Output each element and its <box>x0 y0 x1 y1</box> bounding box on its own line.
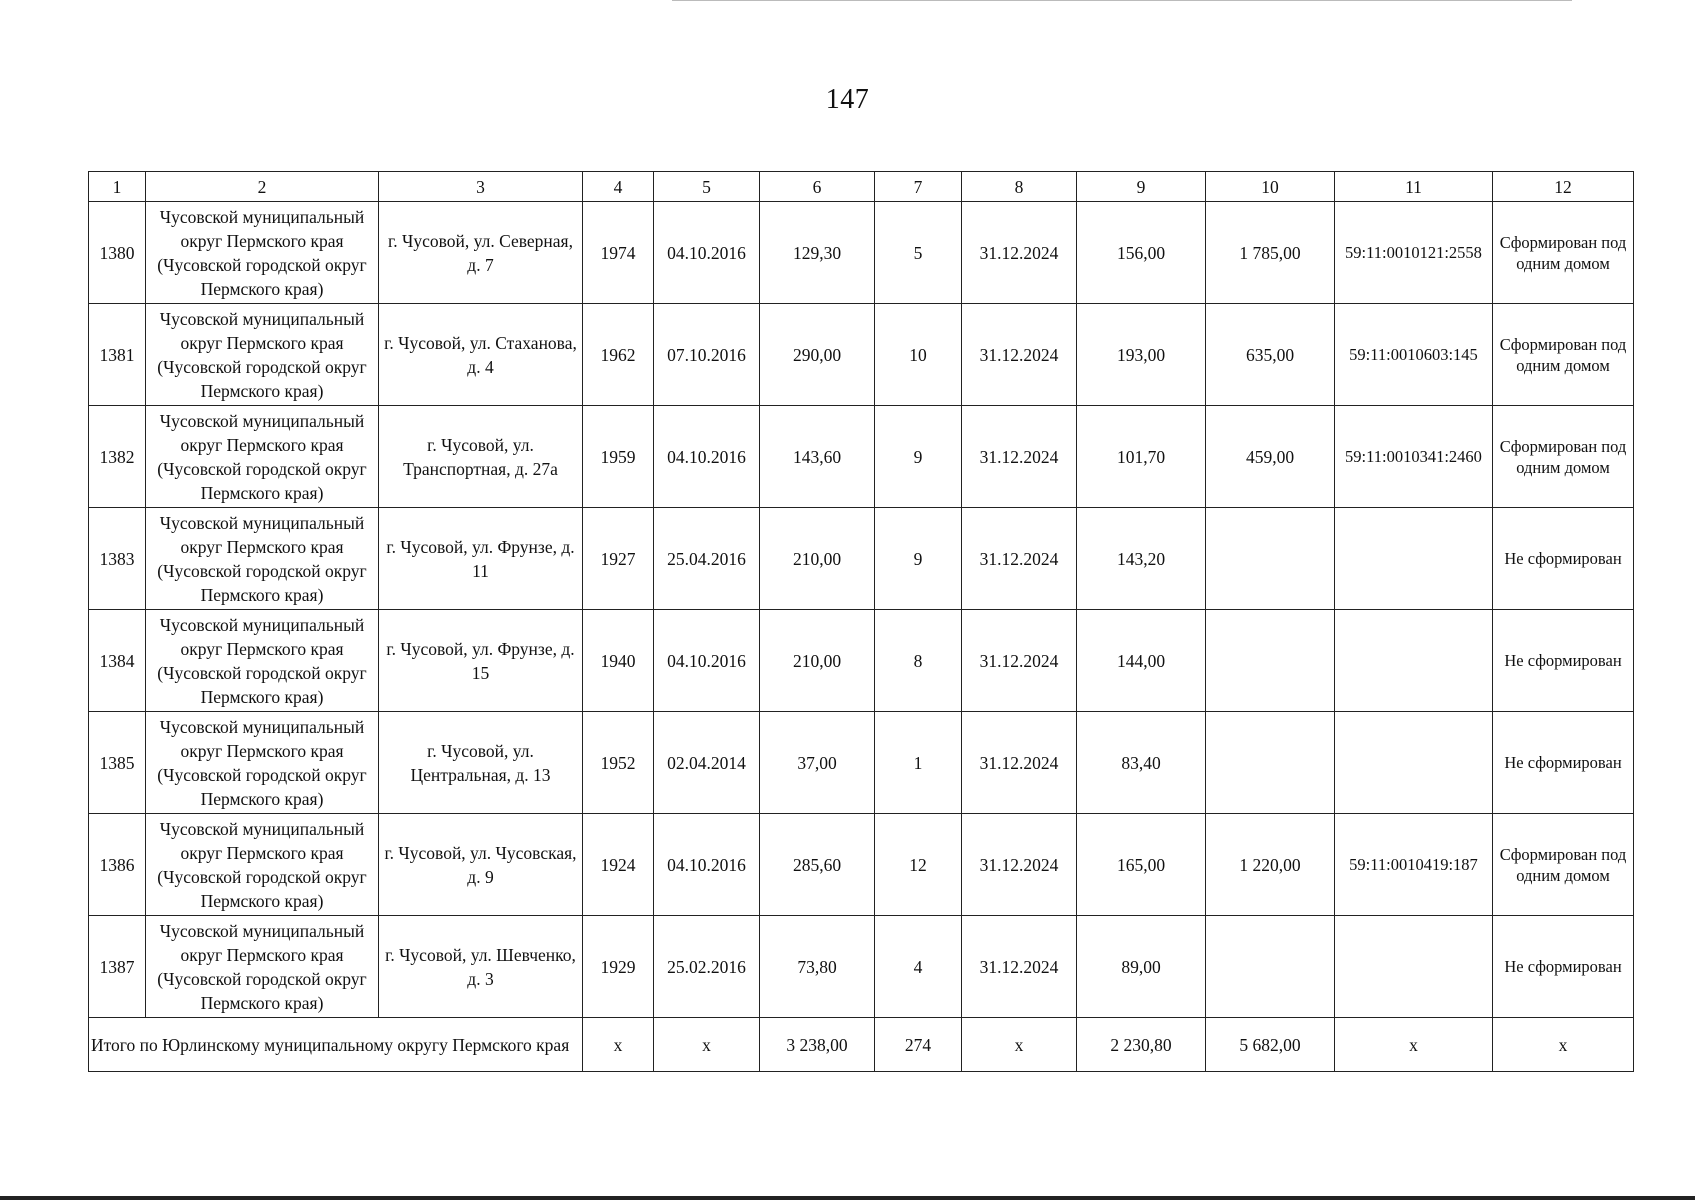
scan-bottom-edge <box>0 1196 1695 1200</box>
residents-cell: 1 <box>875 712 962 814</box>
residents-cell: 10 <box>875 304 962 406</box>
date-cell: 07.10.2016 <box>654 304 760 406</box>
status-cell: Не сформирован <box>1493 610 1634 712</box>
col10-cell <box>1206 508 1335 610</box>
table-row <box>89 508 1634 610</box>
cadastral-cell: 59:11:0010419:187 <box>1335 814 1493 916</box>
area-cell: 210,00 <box>760 610 875 712</box>
deadline-cell: 31.12.2024 <box>962 304 1077 406</box>
row-number: 1381 <box>89 304 146 406</box>
column-number-row <box>89 172 1634 202</box>
residents-cell: 9 <box>875 508 962 610</box>
column-number: 6 <box>760 172 875 202</box>
total-label: Итого по Юрлинскому муниципальному округу Пермского края <box>89 1018 583 1072</box>
municipality-cell: Чусовской муниципальный округ Пермского края (Чусовской городской округ Пермского края) <box>146 202 379 304</box>
date-cell: 04.10.2016 <box>654 202 760 304</box>
column-number: 4 <box>583 172 654 202</box>
total-col11: х <box>1335 1018 1493 1072</box>
table-row <box>89 712 1634 814</box>
col10-cell: 1 785,00 <box>1206 202 1335 304</box>
deadline-cell: 31.12.2024 <box>962 202 1077 304</box>
cadastral-cell <box>1335 712 1493 814</box>
col9-cell: 156,00 <box>1077 202 1206 304</box>
column-number: 7 <box>875 172 962 202</box>
status-cell: Не сформирован <box>1493 712 1634 814</box>
total-col9: 2 230,80 <box>1077 1018 1206 1072</box>
column-number: 8 <box>962 172 1077 202</box>
column-number: 10 <box>1206 172 1335 202</box>
municipality-cell: Чусовской муниципальный округ Пермского края (Чусовской городской округ Пермского края) <box>146 406 379 508</box>
column-number: 2 <box>146 172 379 202</box>
residents-cell: 8 <box>875 610 962 712</box>
area-cell: 143,60 <box>760 406 875 508</box>
area-cell: 290,00 <box>760 304 875 406</box>
residents-cell: 9 <box>875 406 962 508</box>
scan-edge-line <box>672 0 1572 1</box>
column-number: 12 <box>1493 172 1634 202</box>
year-cell: 1962 <box>583 304 654 406</box>
address-cell: г. Чусовой, ул. Фрунзе, д. 11 <box>379 508 583 610</box>
row-number: 1384 <box>89 610 146 712</box>
col9-cell: 143,20 <box>1077 508 1206 610</box>
date-cell: 04.10.2016 <box>654 814 760 916</box>
table-row <box>89 610 1634 712</box>
municipality-cell: Чусовской муниципальный округ Пермского края (Чусовской городской округ Пермского края) <box>146 814 379 916</box>
table-row <box>89 814 1634 916</box>
address-cell: г. Чусовой, ул. Шевченко, д. 3 <box>379 916 583 1018</box>
row-number: 1383 <box>89 508 146 610</box>
col9-cell: 165,00 <box>1077 814 1206 916</box>
year-cell: 1927 <box>583 508 654 610</box>
deadline-cell: 31.12.2024 <box>962 508 1077 610</box>
row-number: 1387 <box>89 916 146 1018</box>
year-cell: 1929 <box>583 916 654 1018</box>
cadastral-cell <box>1335 508 1493 610</box>
municipality-cell: Чусовской муниципальный округ Пермского края (Чусовской городской округ Пермского края) <box>146 508 379 610</box>
col10-cell: 635,00 <box>1206 304 1335 406</box>
row-number: 1385 <box>89 712 146 814</box>
status-cell: Сформирован под одним домом <box>1493 814 1634 916</box>
table-row <box>89 406 1634 508</box>
cadastral-cell <box>1335 916 1493 1018</box>
address-cell: г. Чусовой, ул. Транспортная, д. 27а <box>379 406 583 508</box>
year-cell: 1959 <box>583 406 654 508</box>
status-cell: Сформирован под одним домом <box>1493 202 1634 304</box>
col9-cell: 89,00 <box>1077 916 1206 1018</box>
date-cell: 04.10.2016 <box>654 406 760 508</box>
table-row <box>89 916 1634 1018</box>
year-cell: 1940 <box>583 610 654 712</box>
residents-cell: 12 <box>875 814 962 916</box>
col10-cell <box>1206 610 1335 712</box>
municipality-cell: Чусовской муниципальный округ Пермского края (Чусовской городской округ Пермского края) <box>146 610 379 712</box>
registry-table <box>88 171 1634 1072</box>
total-row <box>89 1018 1634 1072</box>
col9-cell: 83,40 <box>1077 712 1206 814</box>
column-number: 3 <box>379 172 583 202</box>
cadastral-cell: 59:11:0010121:2558 <box>1335 202 1493 304</box>
deadline-cell: 31.12.2024 <box>962 712 1077 814</box>
municipality-cell: Чусовской муниципальный округ Пермского края (Чусовской городской округ Пермского края) <box>146 916 379 1018</box>
col9-cell: 144,00 <box>1077 610 1206 712</box>
col10-cell: 1 220,00 <box>1206 814 1335 916</box>
cadastral-cell: 59:11:0010603:145 <box>1335 304 1493 406</box>
table-row <box>89 304 1634 406</box>
area-cell: 129,30 <box>760 202 875 304</box>
address-cell: г. Чусовой, ул. Фрунзе, д. 15 <box>379 610 583 712</box>
status-cell: Не сформирован <box>1493 916 1634 1018</box>
table-row <box>89 202 1634 304</box>
status-cell: Сформирован под одним домом <box>1493 304 1634 406</box>
area-cell: 285,60 <box>760 814 875 916</box>
municipality-cell: Чусовской муниципальный округ Пермского края (Чусовской городской округ Пермского края) <box>146 304 379 406</box>
col10-cell <box>1206 712 1335 814</box>
total-area: 3 238,00 <box>760 1018 875 1072</box>
deadline-cell: 31.12.2024 <box>962 406 1077 508</box>
area-cell: 210,00 <box>760 508 875 610</box>
deadline-cell: 31.12.2024 <box>962 610 1077 712</box>
date-cell: 02.04.2014 <box>654 712 760 814</box>
cadastral-cell: 59:11:0010341:2460 <box>1335 406 1493 508</box>
total-col10: 5 682,00 <box>1206 1018 1335 1072</box>
address-cell: г. Чусовой, ул. Центральная, д. 13 <box>379 712 583 814</box>
row-number: 1380 <box>89 202 146 304</box>
year-cell: 1974 <box>583 202 654 304</box>
row-number: 1386 <box>89 814 146 916</box>
deadline-cell: 31.12.2024 <box>962 814 1077 916</box>
date-cell: 25.02.2016 <box>654 916 760 1018</box>
year-cell: 1924 <box>583 814 654 916</box>
status-cell: Сформирован под одним домом <box>1493 406 1634 508</box>
residents-cell: 4 <box>875 916 962 1018</box>
cadastral-cell <box>1335 610 1493 712</box>
column-number: 1 <box>89 172 146 202</box>
page-number: 147 <box>825 84 870 115</box>
total-col12: х <box>1493 1018 1634 1072</box>
status-cell: Не сформирован <box>1493 508 1634 610</box>
date-cell: 25.04.2016 <box>654 508 760 610</box>
row-number: 1382 <box>89 406 146 508</box>
area-cell: 73,80 <box>760 916 875 1018</box>
column-number: 9 <box>1077 172 1206 202</box>
col9-cell: 193,00 <box>1077 304 1206 406</box>
area-cell: 37,00 <box>760 712 875 814</box>
residents-cell: 5 <box>875 202 962 304</box>
col10-cell: 459,00 <box>1206 406 1335 508</box>
total-col5: х <box>654 1018 760 1072</box>
date-cell: 04.10.2016 <box>654 610 760 712</box>
address-cell: г. Чусовой, ул. Чусовская, д. 9 <box>379 814 583 916</box>
municipality-cell: Чусовской муниципальный округ Пермского края (Чусовской городской округ Пермского края) <box>146 712 379 814</box>
address-cell: г. Чусовой, ул. Стаханова, д. 4 <box>379 304 583 406</box>
deadline-cell: 31.12.2024 <box>962 916 1077 1018</box>
total-residents: 274 <box>875 1018 962 1072</box>
year-cell: 1952 <box>583 712 654 814</box>
total-col4: х <box>583 1018 654 1072</box>
col9-cell: 101,70 <box>1077 406 1206 508</box>
total-col8: х <box>962 1018 1077 1072</box>
col10-cell <box>1206 916 1335 1018</box>
address-cell: г. Чусовой, ул. Северная, д. 7 <box>379 202 583 304</box>
column-number: 5 <box>654 172 760 202</box>
column-number: 11 <box>1335 172 1493 202</box>
